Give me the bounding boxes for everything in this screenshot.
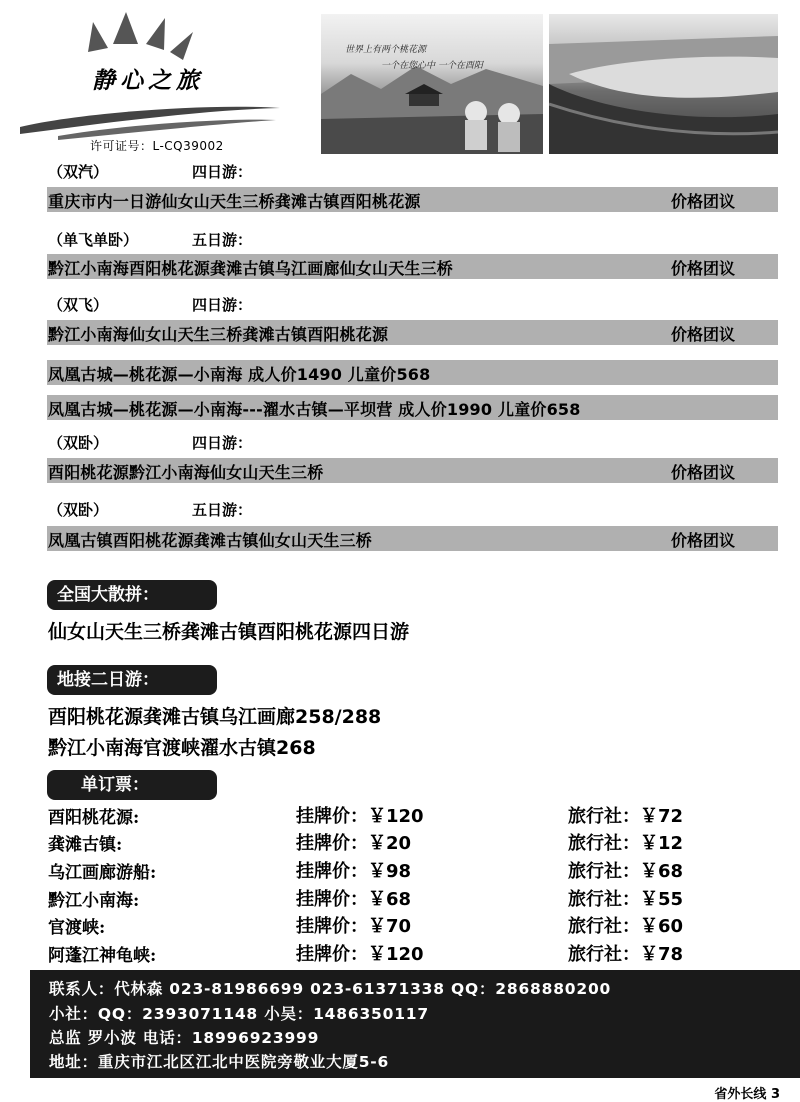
national-section-label: 全国大散拼： [47,580,217,610]
peach-blossom-photo [321,14,543,154]
transport-type: （双飞） [48,296,109,314]
tour-header [48,161,253,182]
transport-type: （双卧） [48,501,109,519]
address-line: 地址：重庆市江北区江北中医院旁敬业大厦5-6 [49,1053,390,1071]
transport-type: （双汽） [48,163,109,181]
ticket-agency-price: 旅行社：￥72 [568,806,684,827]
photo-caption-line2: 一个在您心中 一个在酉阳 [381,61,483,71]
tour-header [48,229,253,250]
ticket-list-price: 挂牌价：￥120 [296,806,424,827]
ticket-list-price: 挂牌价：￥68 [296,889,412,910]
ticket-site: 官渡峡: [48,918,106,938]
license-number: 许可证号：L-CQ39002 [90,139,224,153]
ticket-agency-price: 旅行社：￥12 [568,833,684,854]
ticket-site: 乌江画廊游船: [48,863,157,883]
extra-route: 凤凰古城—桃花源—小南海---濯水古镇—平坝营 成人价1990 儿童价658 [48,400,581,419]
tour-header [48,294,253,315]
ticket-agency-price: 旅行社：￥60 [568,916,684,937]
photo-caption-line1: 世界上有两个桃花源 [345,45,427,55]
national-route: 仙女山天生三桥龚滩古镇酉阳桃花源四日游 [48,621,410,643]
page-mark: 省外长线 3 [714,1087,780,1102]
local-section-label: 地接二日游： [47,665,217,695]
ticket-list-price: 挂牌价：￥98 [296,861,412,882]
tour-route: 黔江小南海仙女山天生三桥龚滩古镇酉阳桃花源 [48,325,389,344]
tour-route: 酉阳桃花源黔江小南海仙女山天生三桥 [48,463,324,482]
ticket-list-price: 挂牌价：￥120 [296,944,424,965]
transport-type: （双卧） [48,434,109,452]
ticket-agency-price: 旅行社：￥78 [568,944,684,965]
local-route: 酉阳桃花源龚滩古镇乌江画廊258/288 [48,706,382,728]
tour-header [48,432,253,453]
brand-name: 静心之旅 [92,67,204,94]
tour-route: 黔江小南海酉阳桃花源龚滩古镇乌江画廊仙女山天生三桥 [48,259,454,278]
tour-duration: 四日游： [192,296,253,314]
tour-duration: 四日游： [192,163,253,181]
tour-header [48,499,253,520]
tour-duration: 五日游： [192,501,253,519]
tour-price: 价格团议 [671,259,736,278]
tour-duration: 四日游： [192,434,253,452]
ticket-site: 酉阳桃花源: [48,808,140,828]
extra-route: 凤凰古城—桃花源—小南海 成人价1490 儿童价568 [48,365,431,384]
ticket-agency-price: 旅行社：￥55 [568,889,684,910]
ticket-site: 黔江小南海: [48,891,140,911]
ticket-site: 龚滩古镇: [48,835,123,855]
contact-qq-line: 小社：QQ：2393071148 小吴：1486350117 [49,1005,429,1023]
tour-price: 价格团议 [671,192,736,211]
tour-duration: 五日游： [192,231,253,249]
local-route: 黔江小南海官渡峡濯水古镇268 [48,737,316,759]
ticket-list-price: 挂牌价：￥20 [296,833,412,854]
landscape-photo [549,14,778,154]
tour-route: 重庆市内一日游仙女山天生三桥龚滩古镇酉阳桃花源 [48,192,421,211]
ticket-agency-price: 旅行社：￥68 [568,861,684,882]
tour-price: 价格团议 [671,463,736,482]
tour-price: 价格团议 [671,325,736,344]
tour-route: 凤凰古镇酉阳桃花源龚滩古镇仙女山天生三桥 [48,531,373,550]
director-line: 总监 罗小波 电话：18996923999 [49,1029,320,1047]
transport-type: （单飞单卧） [48,231,139,249]
tour-price: 价格团议 [671,531,736,550]
ticket-site: 阿蓬江神龟峡: [48,946,157,966]
contact-line: 联系人：代林森 023-81986699 023-61371338 QQ：2868880200 [49,980,612,998]
ticket-list-price: 挂牌价：￥70 [296,916,412,937]
tickets-section-label: 单订票： [47,770,217,800]
